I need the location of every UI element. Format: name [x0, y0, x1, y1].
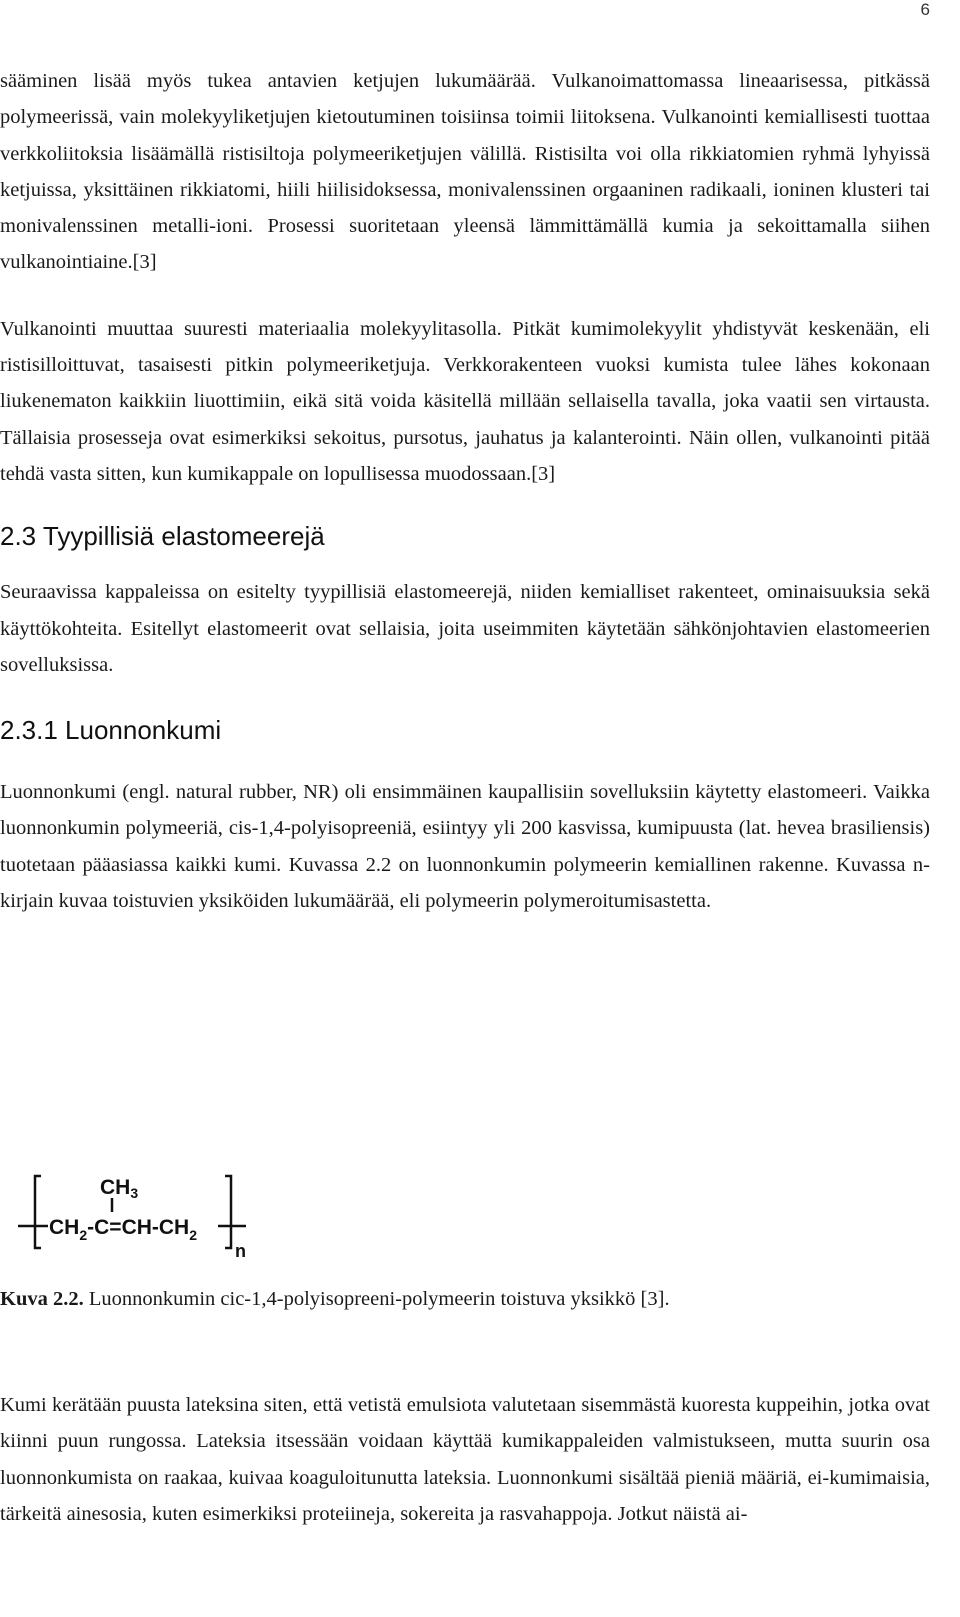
paragraph-vulcanization-1: sääminen lisää myös tukea antavien ketjujen lukumäärää. Vulkanoimattomassa lineaarisessa, pitkässä polymeerissä, vain molekyyliketjujen kietoutuminen toisiinsa toimii liitoksena. Vulkanointi kemiallisesti tuottaa verkkoliitoksia lisäämällä ristisiltoja polymeeriketjujen välillä. Ristisilta voi olla rikkiatomien ryhmä lyhyissä ketjuissa, yksittäinen rikkiatomi, hiili hiilisidoksessa, monivalenssinen orgaaninen radikaali, ioninen klusteri tai monivalenssinen metalli-ioni. Prosessi suoritetaan yleensä lämmittämällä kumia ja sekoittamalla siihen vulkanointiaine.[3]	[0, 70, 930, 274]
paragraph-elastomers-intro: Seuraavissa kappaleissa on esitelty tyypillisiä elastomeerejä, niiden kemialliset rakenteet, ominaisuuksia sekä käyttökohteita. Esitellyt elastomeerit ovat sellaisia, joita useimmiten käytetään sähkönjohtavien elastomeerien sovelluksissa.	[0, 581, 930, 676]
main-content-continued	[0, 1387, 930, 1532]
main-content	[0, 63, 930, 919]
polyisoprene-structure-figure	[14, 1168, 254, 1260]
paragraph-latex: Kumi kerätään puusta lateksina siten, että vetistä emulsiota valutetaan sisemmästä kuoresta kuppeihin, jotka ovat kiinni puun rungossa. Lateksia itsessään voidaan käyttää kumikappaleiden valmistukseen, mutta suurin osa luonnonkumista on raakaa, kuivaa koaguloitunutta lateksia. Luonnonkumi sisältää pieniä määriä, ei-kumimaisia, tärkeitä ainesosia, kuten esimerkiksi proteiineja, sokereita ja rasvahappoja. Jotkut näistä ai-	[0, 1394, 930, 1525]
figure-caption	[0, 1283, 670, 1315]
caption-label: Kuva 2.2.	[0, 1288, 84, 1310]
methyl-group: CH3	[100, 1176, 139, 1201]
page-number: 6	[920, 0, 930, 19]
paragraph-vulcanization-2: Vulkanointi muuttaa suuresti materiaalia molekyylitasolla. Pitkät kumimolekyylit yhdistyvät keskenään, eli ristisilloittuvat, tasaisesti pitkin polymeeriketjuja. Verkkorakenteen vuoksi kumista tulee lähes kokonaan liukenematon kaikkiin liuottimiin, eikä sitä voida käsitellä millään sellaisella tavalla, joka vaatii sen virtausta. Tällaisia prosesseja ovat esimerkiksi sekoitus, pursotus, jauhatus ja kalanterointi. Näin ollen, vulkanointi pitää tehdä vasta sitten, kun kumikappale on lopullisessa muodossaan.[3]	[0, 317, 930, 485]
repeat-count: n	[235, 1241, 246, 1260]
heading-2-3: 2.3 Tyypillisiä elastomeerejä	[0, 521, 325, 552]
right-bracket	[225, 1176, 231, 1248]
left-bracket	[35, 1176, 41, 1248]
paragraph-natural-rubber: Luonnonkumi (engl. natural rubber, NR) oli ensimmäinen kaupallisiin sovelluksiin käytetty elastomeeri. Vaikka luonnonkumin polymeeriä, cis-1,4-polyisopreeniä, esiintyy yli 200 kasvissa, kumipuusta (lat. hevea brasiliensis) tuotetaan pääasiassa kaikki kumi. Kuvassa 2.2 on luonnonkumin polymeerin kemiallinen rakenne. Kuvassa n-kirjain kuvaa toistuvien yksiköiden lukumäärää, eli polymeerin polymeroitumisastetta.	[0, 781, 930, 913]
heading-2-3-1: 2.3.1 Luonnonkumi	[0, 715, 222, 746]
polymer-chain: $CH_2-C=CH-CH_2$	[49, 1216, 198, 1243]
caption-text: Luonnonkumin cic-1,4-polyisopreeni-polymeerin toistuva yksikkö [3].	[83, 1288, 670, 1310]
